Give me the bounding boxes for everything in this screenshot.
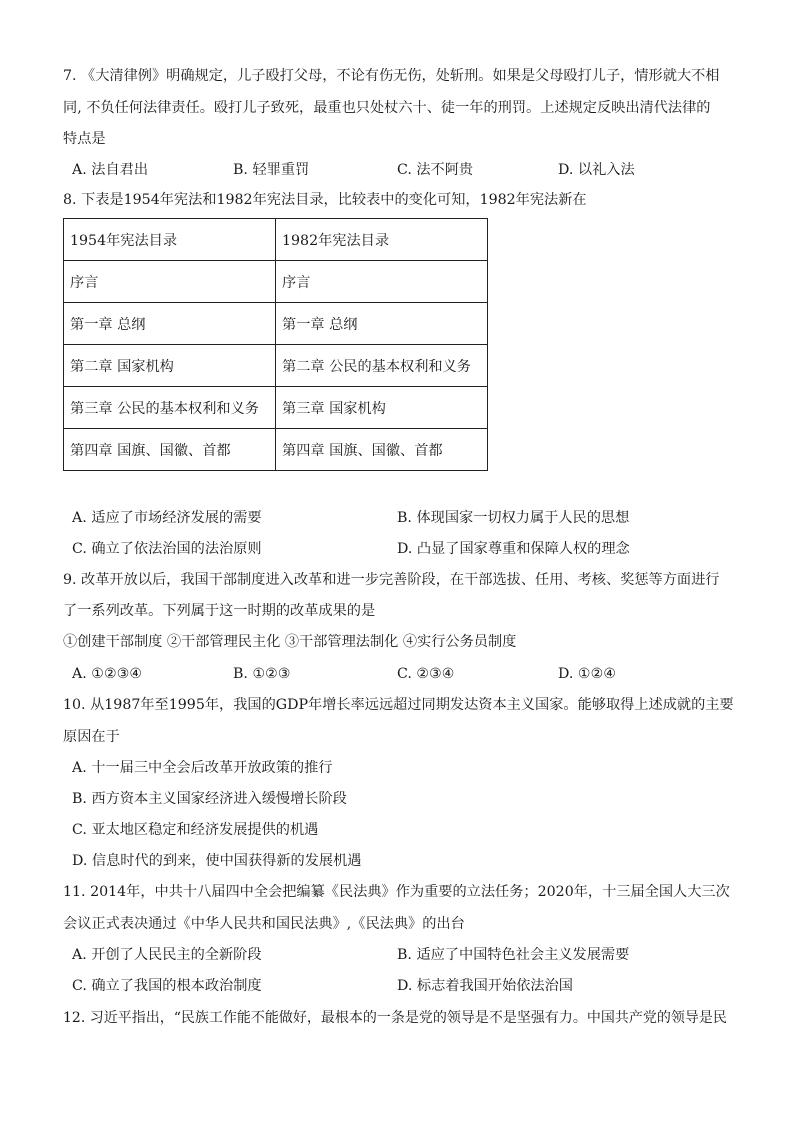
table-row (64, 387, 488, 429)
q7-stem-line-3: 特点是 (63, 131, 106, 147)
q8-option-d: D. 凸显了国家尊重和保障人权的理念 (397, 541, 630, 557)
q9-option-d: D. ①②④ (558, 666, 617, 682)
q8-option-a: A. 适应了市场经济发展的需要 (72, 510, 262, 526)
table-cell: 序言 (276, 261, 488, 303)
q10-option-d: D. 信息时代的到来，使中国获得新的发展机遇 (72, 853, 362, 869)
table-cell: 第一章 总纲 (276, 303, 488, 345)
table-cell: 第二章 公民的基本权利和义务 (276, 345, 488, 387)
table-row (64, 219, 488, 261)
q10-stem-line-1: 10. 从1987年至1995年，我国的GDP年增长率远远超过同期发达资本主义国家。能够取得上述成就的主要 (63, 697, 734, 713)
table-cell: 第四章 国旗、国徽、首都 (64, 429, 276, 471)
table-cell: 第三章 公民的基本权利和义务 (64, 387, 276, 429)
q8-stem: 8. 下表是1954年宪法和1982年宪法目录，比较表中的变化可知，1982年宪法新在 (63, 192, 587, 208)
q9-option-c: C. ②③④ (397, 666, 455, 682)
q11-stem-line-1: 11. 2014年，中共十八届四中全会把编纂《民法典》作为重要的立法任务；2020年，十三届全国人大三次 (63, 884, 730, 900)
table-cell: 1982年宪法目录 (276, 219, 488, 261)
table-cell: 1954年宪法目录 (64, 219, 276, 261)
q9-stem-line-1: 9. 改革开放以后，我国干部制度进入改革和进一步完善阶段，在干部选拔、任用、考核、奖惩等方面进行 (63, 572, 720, 588)
q10-option-c: C. 亚太地区稳定和经济发展提供的机遇 (72, 822, 319, 838)
q9-items: ①创建干部制度 ②干部管理民主化 ③干部管理法制化 ④实行公务员制度 (63, 634, 517, 650)
table-cell: 第三章 国家机构 (276, 387, 488, 429)
table-row (64, 303, 488, 345)
table-cell: 第一章 总纲 (64, 303, 276, 345)
q9-option-b: B. ①②③ (233, 666, 291, 682)
q10-stem-line-2: 原因在于 (63, 729, 120, 745)
q9-stem-line-2: 了一系列改革。下列属于这一时期的改革成果的是 (63, 603, 376, 619)
q7-option-a: A. 法自君出 (72, 162, 149, 178)
table-cell: 序言 (64, 261, 276, 303)
q8-option-c: C. 确立了依法治国的法治原则 (72, 541, 262, 557)
q7-option-c: C. 法不阿贵 (397, 162, 474, 178)
q11-option-d: D. 标志着我国开始依法治国 (397, 978, 573, 994)
table-row (64, 345, 488, 387)
table-row (64, 261, 488, 303)
q7-option-b: B. 轻罪重罚 (233, 162, 310, 178)
q11-option-c: C. 确立了我国的根本政治制度 (72, 978, 262, 994)
q11-option-a: A. 开创了人民民主的全新阶段 (72, 947, 262, 963)
q8-option-b: B. 体现国家一切权力属于人民的思想 (397, 510, 630, 526)
constitution-table (63, 218, 488, 471)
table-row (64, 429, 488, 471)
table-cell: 第四章 国旗、国徽、首都 (276, 429, 488, 471)
q11-stem-line-2: 会议正式表决通过《中华人民共和国民法典》,《民法典》的出台 (63, 916, 465, 932)
q10-option-b: B. 西方资本主义国家经济进入缓慢增长阶段 (72, 791, 347, 807)
q10-option-a: A. 十一届三中全会后改革开放政策的推行 (72, 760, 333, 776)
q7-option-d: D. 以礼入法 (558, 162, 635, 178)
q7-stem-line-1: 7. 《大清律例》明确规定，儿子殴打父母，不论有伤无伤，处斩刑。如果是父母殴打儿子，情形就大不相 (63, 68, 720, 84)
table-cell: 第二章 国家机构 (64, 345, 276, 387)
q7-stem-line-2: 同, 不负任何法律责任。殴打儿子致死，最重也只处杖六十、徒一年的刑罚。上述规定反映出清代法律的 (63, 100, 711, 116)
q12-stem-line-1: 12. 习近平指出，“民族工作能不能做好，最根本的一条是党的领导是不是坚强有力。中国共产党的领导是民 (63, 1010, 727, 1026)
q11-option-b: B. 适应了中国特色社会主义发展需要 (397, 947, 630, 963)
q9-option-a: A. ①②③④ (72, 666, 143, 682)
